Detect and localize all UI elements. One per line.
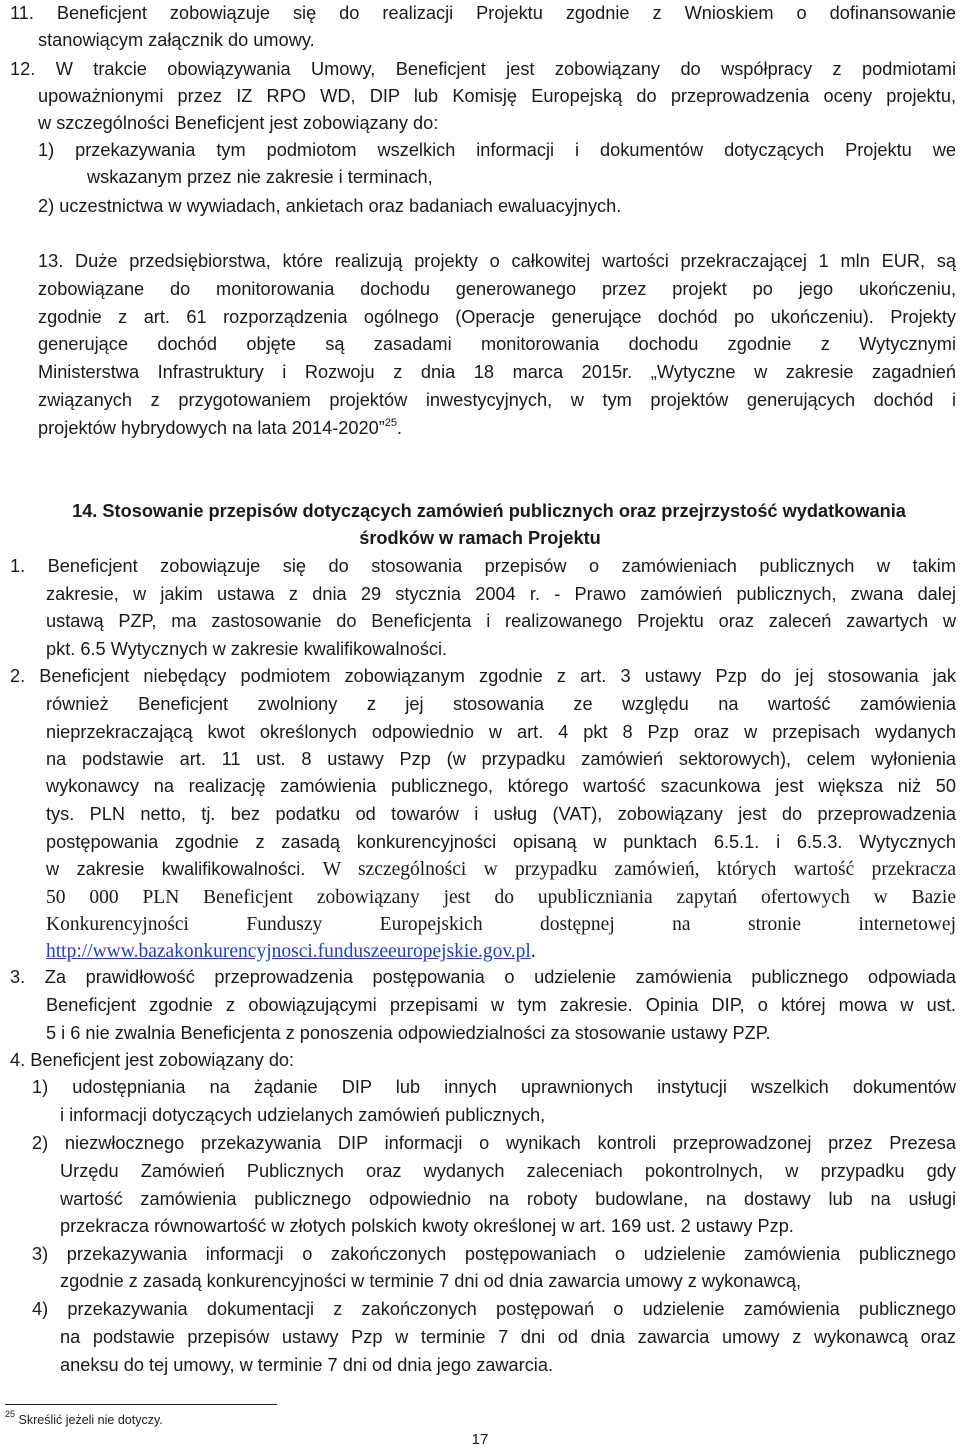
- text-line: nieprzekraczającą kwot określonych odpowiednio w art. 4 pkt 8 Pzp oraz w przepisach wydanych: [46, 722, 956, 742]
- text-line: ustawą PZP, ma zastosowanie do Beneficjenta i realizowanego Projektu oraz zaleceń zawartych w: [46, 611, 956, 631]
- text-line: 1. Beneficjent zobowiązuje się do stosowania przepisów o zamówieniach publicznych w takim: [10, 556, 956, 576]
- text-line: zgodnie z art. 61 rozporządzenia ogólnego (Operacje generujące dochód po ukończeniu). Projekty: [38, 307, 956, 327]
- text-line: związanych z przygotowaniem projektów inwestycyjnych, w tym projektów generujących dochód i: [38, 390, 956, 410]
- text-line: na podstawie art. 11 ust. 8 ustawy Pzp (w przypadku zamówień sektorowych), celem wyłonienia: [46, 749, 956, 769]
- text-line: wartość zamówienia publicznego odpowiednio na roboty budowlane, na dostawy lub na usługi: [60, 1189, 956, 1209]
- bazakonkurencyjnosci-link[interactable]: http://www.bazakonkurencyjnosci.funduszeeuropejskie.gov.pl: [46, 941, 531, 962]
- text-line: 2) niezwłocznego przekazywania DIP informacji o wynikach kontroli przeprowadzonej przez Prezesa: [32, 1133, 956, 1153]
- text-line: 11. Beneficjent zobowiązuje się do realizacji Projektu zgodnie z Wnioskiem o dofinansowanie: [10, 3, 956, 23]
- text-line: również Beneficjent zwolniony z jej stosowania ze względu na wartość zamówienia: [46, 694, 956, 714]
- text-line: Urzędu Zamówień Publicznych oraz wydanych zaleceniach pokontrolnych, w przypadku gdy: [60, 1161, 956, 1181]
- text-line: zgodnie z zasadą konkurencyjności w terminie 7 dni od dnia zawarcia umowy z wykonawcą,: [60, 1271, 801, 1291]
- text-line: generujące dochód objęte są zasadami monitorowania dochodu zgodnie z Wytycznymi: [38, 334, 956, 354]
- footnote-reference: 25: [384, 416, 398, 429]
- text-line: 12. W trakcie obowiązywania Umowy, Beneficjent jest zobowiązany do współpracy z podmiotami: [10, 59, 956, 79]
- text-line: 1) udostępniania na żądanie DIP lub innych uprawnionych instytucji wszelkich dokumentów: [32, 1077, 956, 1097]
- text-line: 1) przekazywania tym podmiotom wszelkich informacji i dokumentów dotyczących Projektu we: [38, 140, 956, 160]
- text-line: 3) przekazywania informacji o zakończonych postępowaniach o udzielenie zamówienia publicznego: [32, 1244, 956, 1264]
- text-line: zobowiązane do monitorowania dochodu generowanego przez projekt po jego ukończeniu,: [38, 279, 956, 299]
- text-line: 2. Beneficjent niebędący podmiotem zobowiązanym zgodnie z art. 3 ustawy Pzp do jej stosowania jak: [10, 666, 956, 686]
- text-line: Konkurencyjności Funduszy Europejskich dostępnej na stronie internetowej: [46, 914, 956, 935]
- text-line: 2) uczestnictwa w wywiadach, ankietach oraz badaniach ewaluacyjnych.: [38, 196, 622, 216]
- text-line: tys. PLN netto, tj. bez podatku od towarów i usług (VAT), zobowiązany jest do przeprowadzenia: [46, 804, 956, 824]
- text-line: przekracza równowartość w złotych polskich kwoty określonej w art. 169 ust. 2 ustawy Pzp.: [60, 1216, 794, 1236]
- text-line: Beneficjent zgodnie z obowiązującymi przepisami w tym zakresie. Opinia DIP, o której mowa w ust.: [46, 995, 956, 1015]
- text-line: wykonawcy na realizację zamówienia publicznego, którego wartość szacunkowa jest większa niż 50: [46, 776, 956, 796]
- text-line: http://www.bazakonkurencyjnosci.funduszeeuropejskie.gov.pl.: [46, 941, 536, 962]
- text-line: pkt. 6.5 Wytycznych w zakresie kwalifikowalności.: [46, 639, 448, 659]
- page-number: 17: [471, 1431, 489, 1448]
- text-line: projektów hybrydowych na lata 2014-2020”$^{25}$.: [38, 416, 403, 438]
- footnote: [5, 1408, 163, 1428]
- text-line: 5 i 6 nie zwalnia Beneficjenta z ponoszenia odpowiedzialności za stosowanie ustawy PZP.: [46, 1023, 771, 1043]
- text-line: aneksu do tej umowy, w terminie 7 dni od dnia jego zawarcia.: [60, 1355, 554, 1375]
- text-line: 4. Beneficjent jest zobowiązany do:: [10, 1050, 295, 1070]
- text-line: Ministerstwa Infrastruktury i Rozwoju z dnia 18 marca 2015r. „Wytyczne w zakresie zagadnień: [38, 362, 956, 382]
- footnote-text: Skreślić jeżeli nie dotyczy.: [18, 1413, 163, 1427]
- text-line: 4) przekazywania dokumentacji z zakończonych postępowań o udzielenie zamówienia publicznego: [32, 1299, 956, 1319]
- text-line: w zakresie kwalifikowalności. W szczególności w przypadku zamówień, których wartość przekracza: [46, 859, 956, 880]
- text-line: 3. Za prawidłowość przeprowadzenia postępowania o udzielenie zamówienia publicznego odpowiada: [10, 967, 956, 987]
- text-line: 50 000 PLN Beneficjent zobowiązany jest do upubliczniania zapytań ofertowych w Bazie: [46, 887, 956, 908]
- text-line: i informacji dotyczących udzielanych zamówień publicznych,: [60, 1105, 546, 1125]
- footnote-separator: [5, 1404, 277, 1405]
- text-line: upoważnionymi przez IZ RPO WD, DIP lub Komisję Europejską do przeprowadzenia oceny projektu,: [38, 86, 956, 106]
- text-line: wskazanym przez nie zakresie i terminach,: [87, 167, 433, 187]
- text-line: 13. Duże przedsiębiorstwa, które realizują projekty o całkowitej wartości przekraczającej 1 mln EUR, są: [38, 251, 956, 271]
- text-line: 14. Stosowanie przepisów dotyczących zamówień publicznych oraz przejrzystość wydatkowania: [72, 501, 906, 521]
- text-line: w szczególności Beneficjent jest zobowiązany do:: [38, 113, 439, 133]
- text-line: środków w ramach Projektu: [359, 528, 601, 548]
- text-line: postępowania zgodnie z zasadą konkurencyjności opisaną w punktach 6.5.1. i 6.5.3. Wytycznych: [46, 832, 956, 852]
- text-line: stanowiącym załącznik do umowy.: [38, 30, 315, 50]
- footnote-mark: 25: [5, 1408, 16, 1419]
- text-line: zakresie, w jakim ustawa z dnia 29 stycznia 2004 r. - Prawo zamówień publicznych, zwana dalej: [46, 584, 956, 604]
- text-line: na podstawie przepisów ustawy Pzp w terminie 7 dni od dnia zawarcia umowy z wykonawcą oraz: [60, 1327, 956, 1347]
